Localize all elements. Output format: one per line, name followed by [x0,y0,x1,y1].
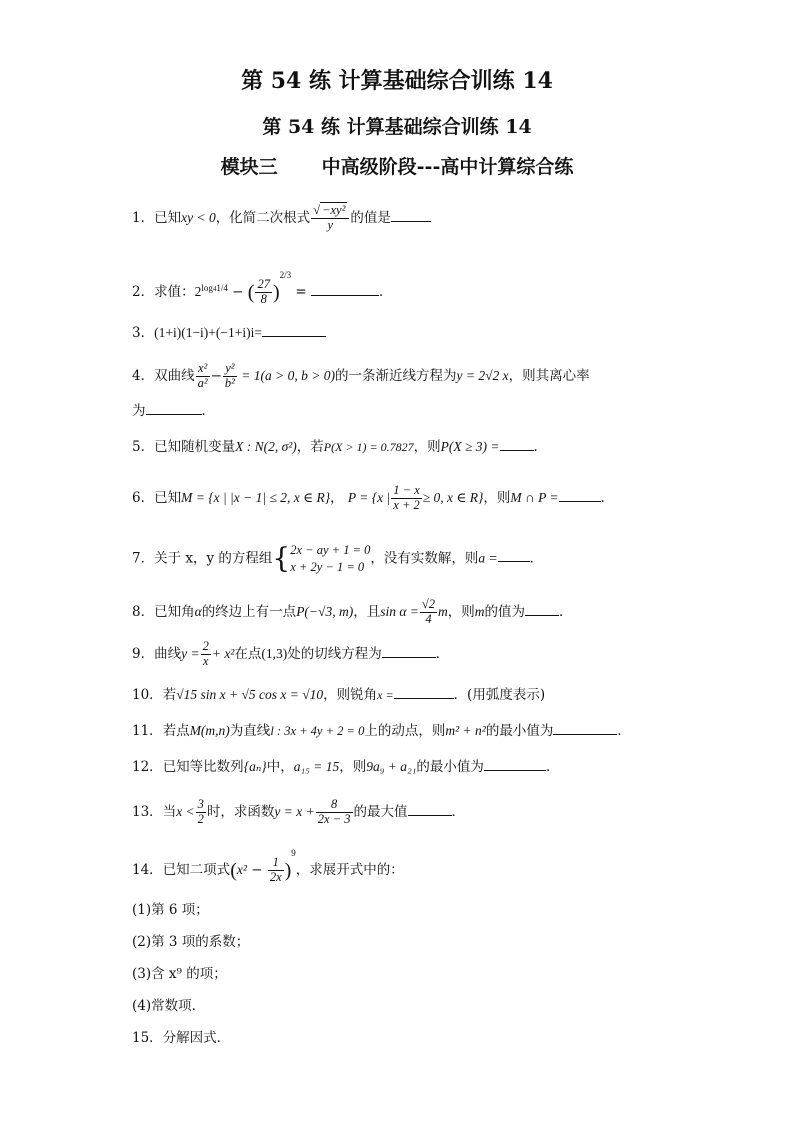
answer-blank [484,758,546,771]
fraction: $\frac{1}{2x}$ [269,855,282,884]
equation-system: 2x − ay + 1 = 0 x + 2y − 1 = 0 [290,543,371,574]
fraction: $\frac{3}{2}$ [197,797,204,826]
page-subtitle: 第 54 练 计算基础综合训练 14 [262,116,532,138]
question-14: 14．已知二项式(x² − $\frac{1}{2x}$ )$^9$，求展开式中的： [132,848,404,884]
answer-blank [498,549,530,562]
answer-blank [146,402,202,415]
subitem: (2)第 3 项的系数； [132,934,250,950]
answer-blank [559,489,601,502]
fraction: $\frac{\text{√ −xy²}}{y}$ [311,204,349,233]
subitem: (4)常数项． [132,998,206,1014]
question-15: 15．分解因式． [132,1030,231,1046]
subitem: (3)含 x⁹ 的项； [132,966,227,982]
answer-blank [553,722,617,735]
fraction: $\frac{√2}{4}$ [421,597,436,626]
answer-blank [500,438,534,451]
question-5: 5．已知随机变量X : N(2, σ²)，若P(X > 1) = 0.7827，则P(X ≥ 3) = . [132,439,538,455]
fraction: $\frac{\text{x²}}{\text{a²}}$ [197,361,208,390]
fraction: $\frac{8}{2x - 3}$ [317,797,351,826]
answer-blank [391,209,431,222]
module-name: 中高级阶段---高中计算综合练 [321,156,574,178]
question-12: 12．已知等比数列{aₙ}中，a₁₅ = 15，则9a₉ + a₂₁的最小值为 . [132,759,551,775]
answer-blank [382,645,436,658]
module-heading [0,152,794,179]
page-title: 第 54 练 计算基础综合训练 14 [241,68,553,94]
question-3: 3．(1+i)(1−i)+(−1+i)i= [132,324,326,341]
module-label: 模块三 [220,156,278,178]
answer-blank [525,603,559,616]
answer-blank [311,283,379,296]
fraction: $\frac{\text{y²}}{\text{b²}}$ [224,361,235,390]
question-10: 10．若√15 sin x + √5 cos x = √10，则锐角x = ．(用弧度表示) [132,687,546,703]
question-6: 6．已知M = {x | |x − 1| ≤ 2, x ∈ R}， P = {x | $\frac{1 - x}{x + 2}$ ≥ 0, x ∈ R}，则M ∩ P = ． [132,483,615,512]
fraction: $\frac{27}{8}$ [257,277,270,306]
question-4: 4．双曲线 $\frac{\text{x²}}{\text{a²}}$ − $\frac{\text{y²}}{\text{b²}}$ = 1(a > 0, b > 0)的一条渐近线方程为y = 2√2 x，则其离心率 [132,361,590,390]
question-8: 8．已知角α的终边上有一点P(−√3, m)，且sin α = $\frac{√2}{4}$ m，则m的值为 ． [132,597,573,626]
question-1: 1．已知xy < 0，化简二次根式 $\frac{\text{√ −xy²}}{y}$ 的值是 [132,204,431,233]
fraction: $\frac{1 - x}{x + 2}$ [393,483,420,512]
question-11: 11．若点M(m,n)为直线l : 3x + 4y + 2 = 0上的动点，则m² + n²的最小值为 ． [132,723,631,739]
answer-blank [262,324,326,337]
subitem: (1)第 6 项； [132,902,209,918]
question-4-cont: 为 ． [132,403,215,419]
answer-blank [408,803,452,816]
question-9: 9．曲线y = $\frac{2}{x}$ + x²在点(1,3)处的切线方程为 ． [132,639,450,668]
question-7: 7．关于 x，y 的方程组{ 2x − ay + 1 = 0 x + 2y − 1 = 0 ，没有实数解，则a = ． [132,541,544,575]
fraction: $\frac{2}{x}$ [202,639,209,668]
question-13: 13．当x < $\frac{3}{2}$ 时，求函数y = x + $\frac{8}{2x - 3}$ 的最大值 ． [132,797,465,826]
question-2: 2．求值：$2^{log41/4}$ − ( $\frac{27}{8}$ )$^{2/3}$ = ． [132,270,393,306]
answer-blank [394,686,454,699]
